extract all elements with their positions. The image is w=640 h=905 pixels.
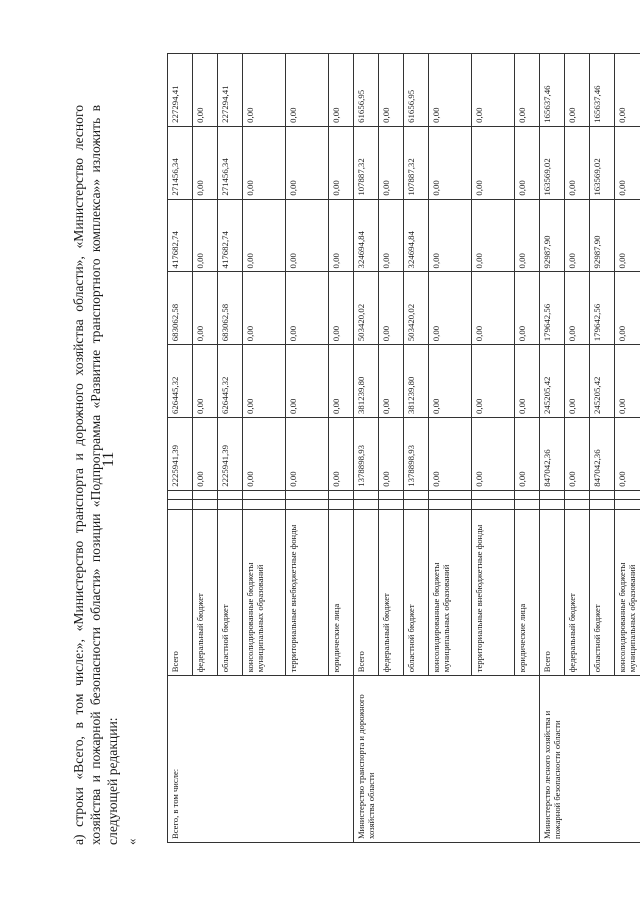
value-cell: 626445,32 — [168, 345, 193, 418]
empty-cell — [590, 490, 615, 499]
source-label-cell: консолидированные бюджеты муниципальных образований — [429, 509, 472, 676]
value-cell: 683062,58 — [218, 272, 243, 345]
value-cell: 0,00 — [193, 272, 218, 345]
value-cell: 0,00 — [615, 54, 640, 127]
empty-cell — [615, 490, 640, 499]
value-cell: 0,00 — [429, 418, 472, 491]
value-cell: 179642,56 — [590, 272, 615, 345]
empty-cell — [615, 500, 640, 509]
value-cell: 381239,80 — [404, 345, 429, 418]
value-cell: 0,00 — [429, 345, 472, 418]
value-cell: 0,00 — [615, 418, 640, 491]
empty-cell — [354, 490, 379, 499]
intro-paragraph — [70, 105, 140, 845]
source-label-cell: Всего — [168, 509, 193, 676]
value-cell: 847042,36 — [540, 418, 565, 491]
source-label-cell: юридические лица — [515, 509, 540, 676]
value-cell: 503420,02 — [404, 272, 429, 345]
value-cell: 0,00 — [329, 272, 354, 345]
value-cell: 107887,32 — [404, 126, 429, 199]
group-name-cell: Министерство транспорта и дорожного хозяйства области — [354, 676, 540, 843]
value-cell: 417682,74 — [168, 199, 193, 272]
value-cell: 2225941,39 — [218, 418, 243, 491]
value-cell: 0,00 — [329, 418, 354, 491]
source-label-cell: территориальные внебюджетные фонды — [286, 509, 329, 676]
empty-cell — [404, 490, 429, 499]
value-cell: 1378898,93 — [354, 418, 379, 491]
value-cell: 0,00 — [472, 345, 515, 418]
empty-cell — [540, 500, 565, 509]
value-cell: 92987,90 — [540, 199, 565, 272]
empty-cell — [565, 500, 590, 509]
source-label-cell: федеральный бюджет — [565, 509, 590, 676]
empty-cell — [429, 500, 472, 509]
empty-cell — [404, 500, 429, 509]
value-cell: 0,00 — [243, 418, 286, 491]
empty-cell — [429, 490, 472, 499]
value-cell: 324694,84 — [404, 199, 429, 272]
value-cell: 0,00 — [565, 345, 590, 418]
value-cell: 0,00 — [193, 126, 218, 199]
value-cell: 0,00 — [286, 199, 329, 272]
value-cell: 0,00 — [286, 272, 329, 345]
value-cell: 0,00 — [565, 126, 590, 199]
value-cell: 0,00 — [243, 345, 286, 418]
value-cell: 0,00 — [379, 418, 404, 491]
value-cell: 0,00 — [379, 199, 404, 272]
value-cell: 1378898,93 — [404, 418, 429, 491]
group-name-cell: Министерство лесного хозяйства и пожарной безопасности области — [540, 676, 640, 843]
value-cell: 0,00 — [472, 54, 515, 127]
source-label-cell: федеральный бюджет — [193, 509, 218, 676]
value-cell: 0,00 — [243, 54, 286, 127]
value-cell: 0,00 — [565, 199, 590, 272]
value-cell: 107887,32 — [354, 126, 379, 199]
group-name-cell: Всего, в том числе: — [168, 676, 354, 843]
value-cell: 0,00 — [565, 272, 590, 345]
value-cell: 0,00 — [379, 126, 404, 199]
value-cell: 0,00 — [329, 54, 354, 127]
source-label-cell: Всего — [540, 509, 565, 676]
value-cell: 245205,42 — [540, 345, 565, 418]
value-cell: 0,00 — [286, 54, 329, 127]
opening-quote: « — [124, 838, 139, 845]
value-cell: 0,00 — [615, 345, 640, 418]
source-label-cell: консолидированные бюджеты муниципальных образований — [615, 509, 640, 676]
value-cell: 0,00 — [515, 199, 540, 272]
value-cell: 417682,74 — [218, 199, 243, 272]
value-cell: 271456,34 — [168, 126, 193, 199]
value-cell: 0,00 — [472, 126, 515, 199]
empty-cell — [193, 500, 218, 509]
source-label-cell: юридические лица — [329, 509, 354, 676]
empty-cell — [168, 500, 193, 509]
source-label-cell: областной бюджет — [218, 509, 243, 676]
empty-cell — [329, 490, 354, 499]
value-cell: 847042,36 — [590, 418, 615, 491]
value-cell: 163569,02 — [590, 126, 615, 199]
value-cell: 0,00 — [243, 199, 286, 272]
source-label-cell: областной бюджет — [404, 509, 429, 676]
value-cell: 0,00 — [615, 126, 640, 199]
value-cell: 0,00 — [615, 272, 640, 345]
source-label-cell: федеральный бюджет — [379, 509, 404, 676]
value-cell: 0,00 — [329, 199, 354, 272]
value-cell: 0,00 — [329, 345, 354, 418]
empty-cell — [515, 500, 540, 509]
empty-cell — [168, 490, 193, 499]
value-cell: 92987,90 — [590, 199, 615, 272]
source-label-cell: Всего — [354, 509, 379, 676]
value-cell: 271456,34 — [218, 126, 243, 199]
value-cell: 0,00 — [193, 199, 218, 272]
value-cell: 0,00 — [379, 345, 404, 418]
value-cell: 227294,41 — [168, 54, 193, 127]
value-cell: 0,00 — [515, 272, 540, 345]
empty-cell — [286, 490, 329, 499]
value-cell: 0,00 — [565, 54, 590, 127]
value-cell: 245205,42 — [590, 345, 615, 418]
page-number: 11 — [100, 451, 117, 467]
empty-cell — [243, 500, 286, 509]
table-row — [168, 54, 193, 843]
empty-cell — [472, 490, 515, 499]
value-cell: 2225941,39 — [168, 418, 193, 491]
value-cell: 0,00 — [193, 54, 218, 127]
value-cell: 165637,46 — [590, 54, 615, 127]
value-cell: 0,00 — [286, 126, 329, 199]
value-cell: 503420,02 — [354, 272, 379, 345]
value-cell: 0,00 — [429, 54, 472, 127]
value-cell: 0,00 — [472, 418, 515, 491]
table-row — [540, 54, 565, 843]
source-label-cell: консолидированные бюджеты муниципальных образований — [243, 509, 286, 676]
value-cell: 0,00 — [193, 345, 218, 418]
empty-cell — [565, 490, 590, 499]
empty-cell — [472, 500, 515, 509]
empty-cell — [218, 500, 243, 509]
value-cell: 0,00 — [429, 126, 472, 199]
empty-cell — [193, 490, 218, 499]
intro-text: а) строки «Всего, в том числе:», «Министерство транспорта и дорожного хозяйства области», «Министерство лесного хозяйства и пожарной безопасности области» позиции «Подпрограмма «Развитие транспортного комплекса»» изложить в следующей редакции: — [71, 105, 120, 845]
empty-cell — [354, 500, 379, 509]
value-cell: 0,00 — [615, 199, 640, 272]
value-cell: 227294,41 — [218, 54, 243, 127]
value-cell: 0,00 — [193, 418, 218, 491]
value-cell: 0,00 — [243, 126, 286, 199]
empty-cell — [379, 500, 404, 509]
empty-cell — [515, 490, 540, 499]
table-row — [354, 54, 379, 843]
value-cell: 0,00 — [515, 418, 540, 491]
value-cell: 163569,02 — [540, 126, 565, 199]
empty-cell — [286, 500, 329, 509]
empty-cell — [243, 490, 286, 499]
value-cell: 0,00 — [565, 418, 590, 491]
value-cell: 381239,80 — [354, 345, 379, 418]
value-cell: 0,00 — [286, 418, 329, 491]
value-cell: 61656,95 — [354, 54, 379, 127]
value-cell: 0,00 — [515, 54, 540, 127]
source-label-cell: областной бюджет — [590, 509, 615, 676]
value-cell: 0,00 — [286, 345, 329, 418]
value-cell: 0,00 — [429, 199, 472, 272]
value-cell: 324694,84 — [354, 199, 379, 272]
value-cell: 0,00 — [429, 272, 472, 345]
empty-cell — [218, 490, 243, 499]
value-cell: 0,00 — [329, 126, 354, 199]
empty-cell — [379, 490, 404, 499]
budget-table — [167, 53, 640, 843]
value-cell: 0,00 — [472, 272, 515, 345]
value-cell: 626445,32 — [218, 345, 243, 418]
empty-cell — [590, 500, 615, 509]
source-label-cell: территориальные внебюджетные фонды — [472, 509, 515, 676]
value-cell: 0,00 — [515, 345, 540, 418]
value-cell: 61656,95 — [404, 54, 429, 127]
empty-cell — [540, 490, 565, 499]
value-cell: 0,00 — [379, 272, 404, 345]
value-cell: 0,00 — [472, 199, 515, 272]
value-cell: 0,00 — [379, 54, 404, 127]
value-cell: 0,00 — [515, 126, 540, 199]
value-cell: 179642,56 — [540, 272, 565, 345]
empty-cell — [329, 500, 354, 509]
value-cell: 0,00 — [243, 272, 286, 345]
value-cell: 683062,58 — [168, 272, 193, 345]
value-cell: 165637,46 — [540, 54, 565, 127]
